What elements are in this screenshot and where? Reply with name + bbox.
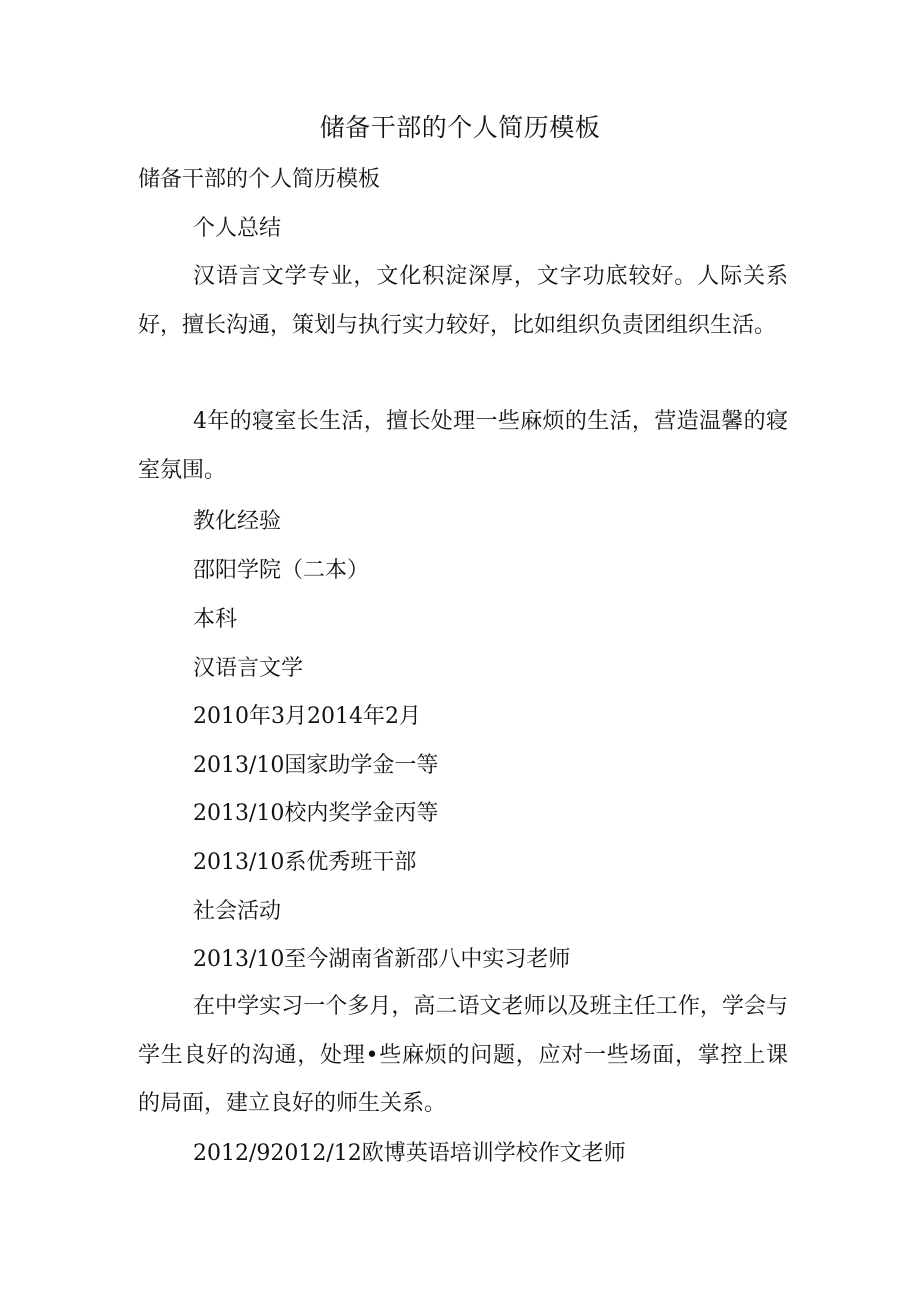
award-item-2: 2013/10校内奖学金丙等 bbox=[193, 801, 439, 826]
major: 汉语言文学 bbox=[193, 656, 304, 681]
activity-1-title: 2013/10至今湖南省新邵八中实习老师 bbox=[193, 947, 571, 972]
summary-heading: 个人总结 bbox=[193, 216, 282, 241]
degree: 本科 bbox=[193, 607, 238, 632]
activities-heading: 社会活动 bbox=[193, 899, 282, 924]
summary-paragraph-2: 4年的寝室长生活，擅长处理一些麻烦的生活，营造温馨的寝室氛围。 bbox=[138, 409, 788, 483]
document-title: 储备干部的个人简历模板 bbox=[319, 113, 601, 142]
activity-1-description: 在中学实习一个多月，高二语文老师以及班主任工作，学会与学生良好的沟通，处理•些麻烦的问题，应对一些场面，掌控上课的局面，建立良好的师生关系。 bbox=[138, 994, 788, 1116]
activity-2-title: 2012/92012/12欧博英语培训学校作文老师 bbox=[193, 1141, 626, 1166]
study-period: 2010年3月2014年2月 bbox=[193, 704, 421, 729]
award-item-1: 2013/10国家助学金一等 bbox=[193, 753, 439, 778]
summary-paragraph-1: 汉语言文学专业，文化积淀深厚，文字功底较好。人际关系好，擅长沟通，策划与执行实力较好，比如组织负责团组织生活。 bbox=[138, 264, 788, 338]
document-subtitle: 储备干部的个人简历模板 bbox=[138, 167, 381, 192]
school-name: 邵阳学院（二本） bbox=[193, 558, 370, 583]
award-item-3: 2013/10系优秀班干部 bbox=[193, 850, 417, 875]
education-heading: 教化经验 bbox=[193, 509, 282, 534]
